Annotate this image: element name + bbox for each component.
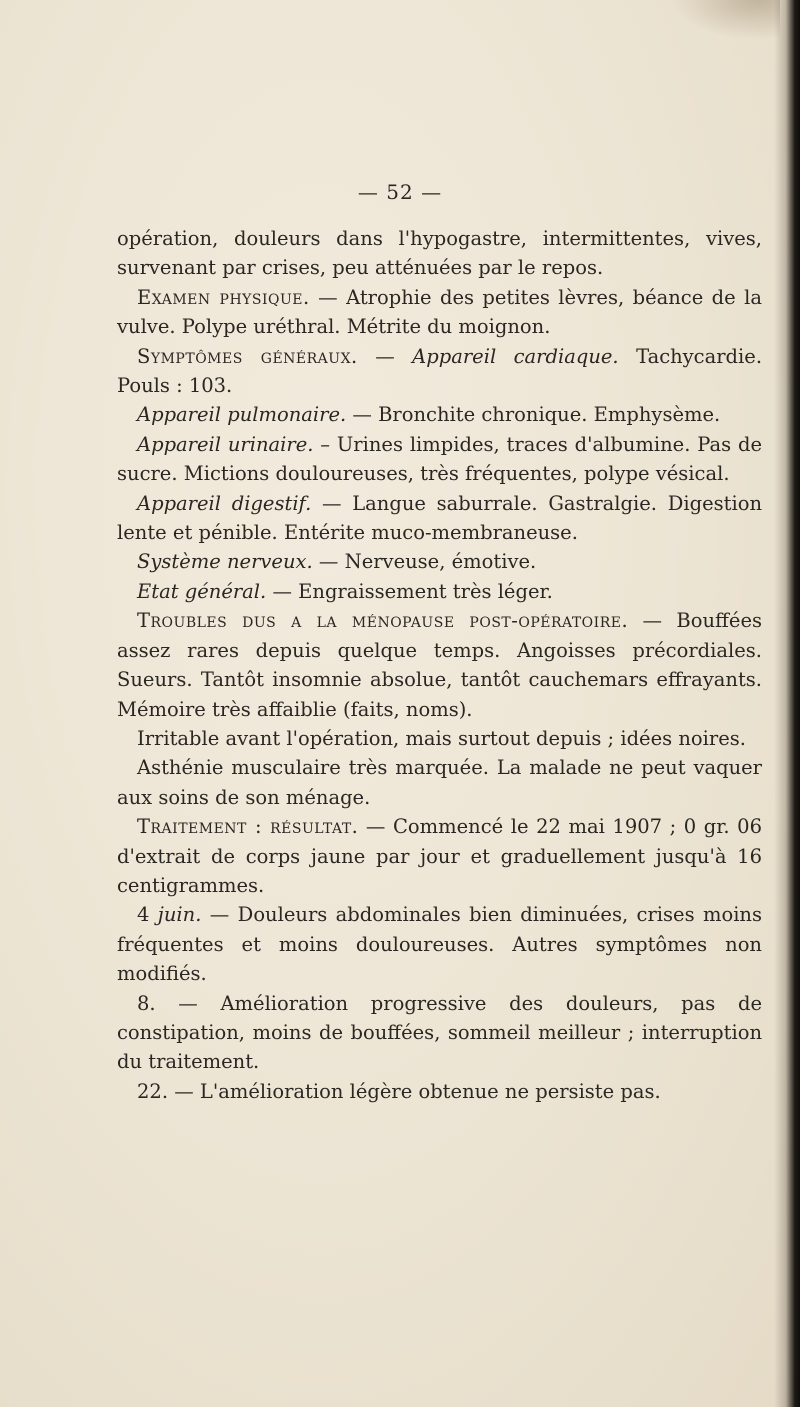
text-run: 4 [137,903,158,927]
date-label: juin. [157,903,202,927]
subsection-heading: Appareil cardiaque. [412,344,619,368]
paragraph [117,989,762,1077]
scan-smudge [670,0,780,40]
section-heading: Troubles dus a la ménopause post-opératoire. [137,609,629,633]
body-text [117,224,762,1106]
paragraph [117,400,762,429]
paragraph [117,1077,762,1106]
paragraph [117,812,762,900]
subsection-heading: Système nerveux. [137,550,313,574]
subsection-heading: Etat général. [137,579,267,603]
paragraph [117,724,762,753]
paragraph [117,753,762,812]
binding-shadow [774,0,800,1407]
text-run: — Langue saburrale. Gastralgie. Digestion lente et pénible. Entérite muco-membraneuse. [117,491,762,545]
text-run: — [357,344,413,368]
text-run: 22. — L'amélioration légère obtenue ne persiste pas. [137,1079,661,1103]
paragraph [117,489,762,548]
paragraph [117,577,762,606]
paragraph [117,900,762,988]
paragraph [117,224,762,283]
paragraph [117,606,762,724]
text-run: — Atrophie des petites lèvres, béance de la vulve. Polype uréthral. Métrite du moignon. [117,285,762,339]
text-run: – Urines limpides, traces d'albumine. Pas de sucre. Mictions douloureuses, très fréquentes, polype vésical. [117,432,762,486]
paragraph [117,430,762,489]
text-run: 8. — Amélioration progressive des douleurs, pas de constipation, moins de bouffées, sommeil meilleur ; interruption du traitement. [117,991,762,1074]
text-run: — Douleurs abdominales bien diminuées, crises moins fréquentes et moins douloureuses. Autres symptômes non modifiés. [117,903,762,986]
text-run: — Bouffées assez rares depuis quelque temps. Angoisses précordiales. Sueurs. Tantôt insomnie absolue, tantôt cauchemars effrayants. Mémoire très affaiblie (faits, noms). [117,609,763,721]
page-number: — 52 — [357,180,443,204]
section-heading: Symptômes généraux. [137,344,358,368]
text-run: — Engraissement très léger. [266,579,553,603]
subsection-heading: Appareil pulmonaire. [137,403,347,427]
subsection-heading: Appareil urinaire. [137,432,314,456]
paragraph [117,342,762,401]
text-run: Tachycardie. Pouls : 103. [117,344,763,398]
section-heading: Examen physique. [137,285,310,309]
subsection-heading: Appareil digestif. [137,491,312,515]
text-run: opération, douleurs dans l'hypogastre, intermittentes, vives, survenant par crises, peu atténuées par le repos. [117,227,762,280]
section-heading: Traitement : résultat. [137,815,359,839]
text-run: Irritable avant l'opération, mais surtout depuis ; idées noires. [137,726,746,750]
text-run: Asthénie musculaire très marquée. La malade ne peut vaquer aux soins de son ménage. [117,756,762,809]
text-run: — Nerveuse, émotive. [312,550,537,574]
paragraph [117,547,762,576]
text-run: — Bronchite chronique. Emphysème. [346,403,721,427]
text-run: — Commencé le 22 mai 1907 ; 0 gr. 06 d'extrait de corps jaune par jour et graduellement jusqu'à 16 centigrammes. [117,815,762,897]
paragraph [117,283,762,342]
